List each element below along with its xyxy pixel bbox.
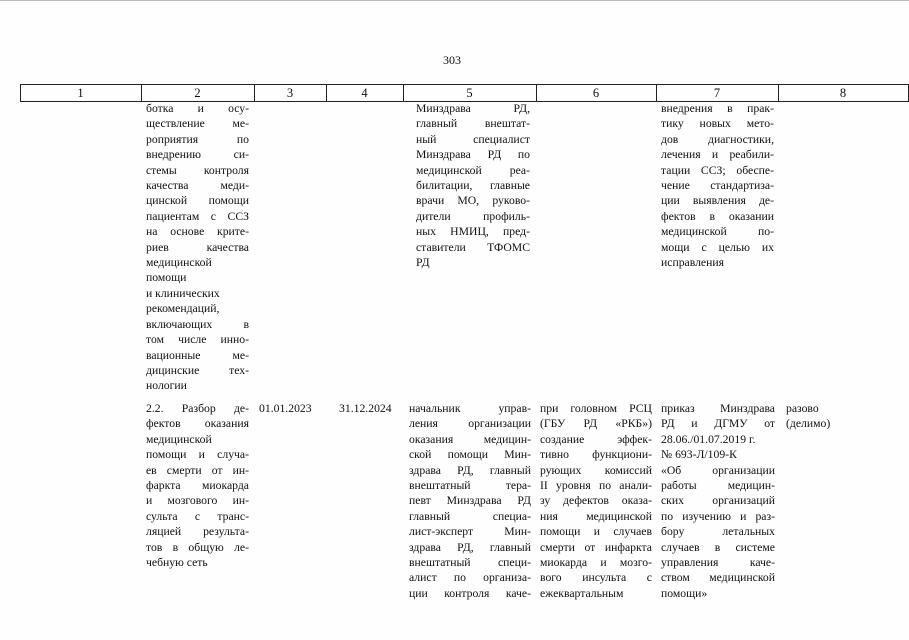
text-line: пациентам с ССЗ <box>146 209 249 223</box>
text-line: здрава РД, главный <box>409 463 531 477</box>
text-line: тивно функциони- <box>540 448 652 462</box>
row-2-2-funding <box>786 401 846 432</box>
text-line: чебную сеть <box>146 556 208 570</box>
text-line: дители профиль- <box>416 209 530 223</box>
text-line: тации ССЗ; обеспе- <box>661 163 774 177</box>
text-line: оказания медицин- <box>409 432 531 446</box>
table-top-rule <box>20 84 909 85</box>
text-line: фектов в оказании <box>661 209 774 223</box>
text-line: ством медицинской <box>661 571 775 585</box>
column-number: 1 <box>77 86 84 100</box>
continued-row-responsible <box>416 101 530 270</box>
text-line: «Об организации <box>661 463 775 477</box>
text-line: тов в общую ле- <box>146 540 249 554</box>
column-number: 4 <box>361 86 368 100</box>
text-line: ставители ТФОМС <box>416 240 530 254</box>
row-2-2-result <box>661 401 775 601</box>
text-line: медицинской <box>146 432 212 446</box>
text-line: том числе инно- <box>146 333 249 347</box>
column-number: 6 <box>592 86 600 100</box>
text-line: билитации, главные <box>416 179 530 193</box>
text-line: и клинических <box>146 286 220 300</box>
text-line: РД <box>416 256 430 270</box>
text-line: рующих комиссий <box>540 463 652 477</box>
text-line: РД и ДГМУ от <box>661 417 775 431</box>
text-line: риев качества <box>146 240 249 254</box>
text-line: включающих в <box>146 317 249 331</box>
text-line: по изучению и раз- <box>661 509 775 523</box>
row-2-2-responsible <box>409 401 531 601</box>
text-line: цинской помощи <box>146 194 249 208</box>
text-line: создание эффек- <box>540 432 652 446</box>
text-line: на основе крите- <box>146 225 249 239</box>
text-line: рекомендаций, <box>146 302 220 316</box>
text-line: вационные ме- <box>146 348 249 362</box>
text-line: ев смерти от ин- <box>146 463 249 477</box>
text-line: фаркта миокарда <box>146 479 249 493</box>
text-line: ции выявления де- <box>661 194 774 208</box>
text-line: разово <box>786 402 819 415</box>
continued-row-result <box>661 101 774 270</box>
text-line: Минздрава РД, <box>416 102 530 115</box>
text-line: главный внештат- <box>416 117 530 131</box>
text-line: роприятия по <box>146 132 249 146</box>
text-line: внештатный специ- <box>409 556 531 570</box>
text-line: II уровня по анали- <box>540 479 652 493</box>
column-number: 3 <box>286 86 294 100</box>
text-line: 2.2. Разбор де- <box>146 402 249 415</box>
text-line: исправления <box>661 256 724 270</box>
text-line: ления организации <box>409 417 531 431</box>
text-line: ный специалист <box>416 132 530 146</box>
text-line: внештатный тера- <box>409 479 531 493</box>
text-line: качества меди- <box>146 179 249 193</box>
text-line: главный специа- <box>409 509 531 523</box>
text-line: (ГБУ РД «РКБ») <box>540 417 652 431</box>
text-line: ния медицинской <box>540 509 652 523</box>
text-line: сульта с транс- <box>146 509 249 523</box>
text-line: № 693-Л/109-К <box>661 448 737 462</box>
text-line: ных НМИЦ, пред- <box>416 225 530 239</box>
continued-row-activity <box>146 101 249 394</box>
text-line: медицинской реа- <box>416 163 530 177</box>
row-2-2-start-date <box>259 401 325 416</box>
text-line: ции контроля каче- <box>409 586 531 600</box>
text-line: певт Минздрава РД <box>409 494 531 508</box>
text-line: Минздрава РД по <box>416 148 530 162</box>
page-number: 303 <box>443 53 461 67</box>
text-line: лечения и реабили- <box>661 148 774 162</box>
text-line: врачи МО, руково- <box>416 194 530 208</box>
text-line: дицинские тех- <box>146 363 249 377</box>
text-line: бору летальных <box>661 525 775 539</box>
text-line: фектов оказания <box>146 417 249 431</box>
text-line: (делимо) <box>786 417 831 431</box>
text-line: медицинской по- <box>661 225 774 239</box>
text-line: ежеквартальным <box>540 586 624 600</box>
text-line: мощи с целью их <box>661 240 774 254</box>
text-line: вого инсульта с <box>540 571 652 585</box>
column-number: 7 <box>713 86 721 100</box>
text-line: внедрения в прак- <box>661 102 774 115</box>
text-line: внедрению си- <box>146 148 249 162</box>
text-line: работы медицин- <box>661 479 775 493</box>
text-line: ществление ме- <box>146 117 249 131</box>
text-line: приказ Минздрава <box>661 402 775 415</box>
text-line: лист-эксперт Мин- <box>409 525 531 539</box>
text-line: тику новых мето- <box>661 117 774 131</box>
text-line: зу дефектов оказа- <box>540 494 652 508</box>
row-2-2-mechanism <box>540 401 652 601</box>
text-line: помощи <box>146 271 187 285</box>
row-2-2-end-date <box>339 401 401 416</box>
text-line: управления каче- <box>661 556 775 570</box>
text-line: помощи» <box>661 586 708 600</box>
text-line: миокарда и мозго- <box>540 556 652 570</box>
column-number: 8 <box>839 86 847 100</box>
start-date: 01.01.2023 <box>259 402 312 415</box>
text-line: помощи и случаев <box>540 525 652 539</box>
scan-top-edge <box>0 0 909 1</box>
text-line: здрава РД, главный <box>409 540 531 554</box>
text-line: медицинской <box>146 256 212 270</box>
text-line: случаев в системе <box>661 540 775 554</box>
text-line: 28.06./01.07.2019 г. <box>661 432 756 446</box>
text-line: ботка и осу- <box>146 102 249 115</box>
text-line: начальник управ- <box>409 402 531 415</box>
end-date: 31.12.2024 <box>339 402 392 415</box>
text-line: дов диагностики, <box>661 132 774 146</box>
text-line: алист по организа- <box>409 571 531 585</box>
text-line: стемы контроля <box>146 163 249 177</box>
row-2-2-activity <box>146 401 249 570</box>
text-line: смерти от инфаркта <box>540 540 652 554</box>
text-line: чение стандартиза- <box>661 179 774 193</box>
column-number: 5 <box>466 86 473 100</box>
text-line: при головном РСЦ <box>540 402 652 415</box>
text-line: помощи и случа- <box>146 448 249 462</box>
text-line: ских организаций <box>661 494 775 508</box>
text-line: нологии <box>146 379 187 393</box>
text-line: ляцией результа- <box>146 525 249 539</box>
text-line: и мозгового ин- <box>146 494 249 508</box>
text-line: ской помощи Мин- <box>409 448 531 462</box>
column-number: 2 <box>194 86 201 100</box>
